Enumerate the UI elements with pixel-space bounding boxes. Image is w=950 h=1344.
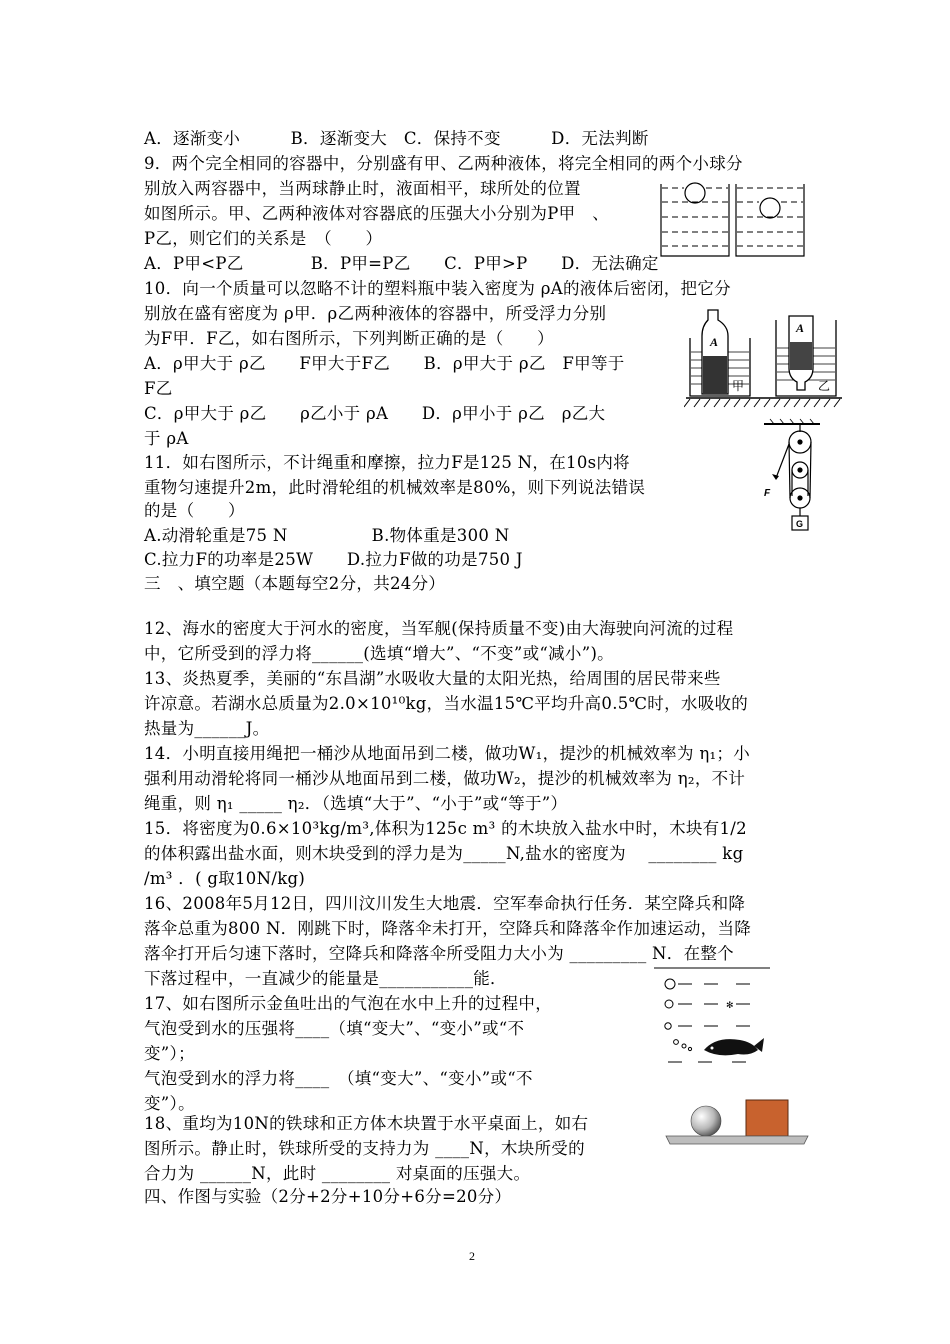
q9-line-4: P乙，则它们的关系是 （ ） <box>144 229 383 248</box>
q12-line-1: 12、海水的密度大于河水的密度，当军舰(保持质量不变)由大海驶向河流的过程 <box>144 619 734 638</box>
q11-line-2: 重物匀速提升2m，此时滑轮组的机械效率是80%，则下列说法错误 <box>144 478 646 497</box>
q10-line-6: C．ρ甲大于 ρ乙 ρ乙小于 ρA D．ρ甲小于 ρ乙 ρ乙大 <box>144 404 606 423</box>
q14-line-2: 强利用动滑轮将同一桶沙从地面吊到二楼，做功W₂，提沙的机械效率为 η₂，不计 <box>144 769 746 788</box>
q17-line-2: 气泡受到水的压强将____（填“变大”、“变小”或“不 <box>144 1019 525 1038</box>
q17-line-1: 17、如右图所示金鱼吐出的气泡在水中上升的过程中， <box>144 994 552 1013</box>
q13-line-3: 热量为______J。 <box>144 719 270 738</box>
q17-goldfish-bubbles-figure <box>654 966 772 1078</box>
q13-line-1: 13、炎热夏季，美丽的“东昌湖”水吸收大量的太阳光热，给周围的居民带来些 <box>144 669 721 688</box>
q17-line-4: 气泡受到水的浮力将____ （填“变大”、“变小”或“不 <box>144 1069 533 1088</box>
q10-line-5: F乙 <box>144 379 173 398</box>
q16-line-4: 下落过程中，一直减少的能量是___________能． <box>144 969 507 988</box>
q9-line-3: 如图所示。甲、乙两种液体对容器底的压强大小分别为P甲 、 <box>144 204 610 223</box>
section-3-heading: 三 、填空题（本题每空2分，共24分） <box>144 574 446 593</box>
q13-line-2: 许凉意。若湖水总质量为2.0×10¹⁰kg，当水温15℃平均升高0.5℃时，水吸收的 <box>144 694 749 713</box>
q11-pulley-figure <box>758 418 824 538</box>
q11-line-5: C.拉力F的功率是25W D.拉力F做的功是750 J <box>144 550 523 569</box>
q12-line-2: 中，它所受到的浮力将______(选填“增大”、“不变”或“减小”)。 <box>144 644 614 663</box>
q10-bottles-figure <box>684 308 844 412</box>
q10-line-1: 10．向一个质量可以忽略不计的塑料瓶中装入密度为 ρA的液体后密闭，把它分 <box>144 279 731 298</box>
q11-line-4: A.动滑轮重是75 N B.物体重是300 N <box>144 526 510 545</box>
q18-ball-block-figure <box>664 1090 810 1146</box>
q8-options: A．逐渐变小 B．逐渐变大 C．保持不变 D．无法判断 <box>144 129 649 148</box>
page-number: 2 <box>469 1249 475 1263</box>
q10-line-3: 为F甲．F乙，如右图所示，下列判断正确的是（ ） <box>144 329 554 348</box>
q11-label-f: F <box>764 488 771 499</box>
q10-label-yi: 乙 <box>818 379 831 393</box>
svg-text:✻: ✻ <box>726 1001 734 1011</box>
q16-line-2: 落伞总重为800 N．刚跳下时，降落伞未打开，空降兵和降落伞作加速运动，当降 <box>144 919 752 938</box>
q15-line-3: /m³ ．( g取10N/kg) <box>144 869 306 888</box>
q18-line-2: 图所示。静止时，铁球所受的支持力为 ____N，木块所受的 <box>144 1139 585 1158</box>
q16-line-3: 落伞打开后匀速下落时，空降兵和降落伞所受阻力大小为 _________ N．在整个 <box>144 944 734 963</box>
q14-line-1: 14．小明直接用绳把一桶沙从地面吊到二楼，做功W₁，提沙的机械效率为 η₁；小 <box>144 744 751 763</box>
q11-line-3: 的是（ ） <box>144 501 245 520</box>
q18-line-3: 合力为 ______N，此时 ________ 对桌面的压强大。 <box>144 1164 531 1183</box>
q15-line-1: 15．将密度为0.6×10³kg/m³,体积为125c m³ 的木块放入盐水中时，木块有1/2 <box>144 819 747 838</box>
q9-line-1: 9．两个完全相同的容器中，分别盛有甲、乙两种液体，将完全相同的两个小球分 <box>144 154 743 173</box>
q9-containers-figure <box>658 180 810 260</box>
q15-line-2: 的体积露出盐水面，则木块受到的浮力是为_____N,盐水的密度为 ________ kg <box>144 844 744 863</box>
q9-line-5: A．P甲<P乙 B．P甲=P乙 C．P甲>P D．无法确定 <box>144 254 659 273</box>
q17-line-3: 变”）； <box>144 1044 195 1063</box>
q10-label-a-left: A <box>710 335 719 349</box>
q10-label-a-right: A <box>796 321 805 335</box>
q18-line-1: 18、重均为10N的铁球和正方体木块置于水平桌面上，如右 <box>144 1114 589 1133</box>
q10-line-2: 别放在盛有密度为 ρ甲．ρ乙两种液体的容器中，所受浮力分别 <box>144 304 607 323</box>
q11-line-1: 11．如右图所示，不计绳重和摩擦，拉力F是125 N，在10s内将 <box>144 453 630 472</box>
q10-line-7: 于 ρA <box>144 429 189 448</box>
q14-line-3: 绳重，则 η₁ _____ η₂．（选填“大于”、“小于”或“等于”） <box>144 794 568 813</box>
q17-line-5: 变”）。 <box>144 1094 195 1113</box>
section-4-heading: 四、作图与实验（2分+2分+10分+6分=20分） <box>144 1187 512 1206</box>
q9-line-2: 别放入两容器中，当两球静止时，液面相平，球所处的位置 <box>144 179 581 198</box>
q10-line-4: A．ρ甲大于 ρ乙 F甲大于F乙 B．ρ甲大于 ρ乙 F甲等于 <box>144 354 625 373</box>
q11-label-g: G <box>796 519 804 529</box>
q16-line-1: 16、2008年5月12日，四川汶川发生大地震．空军奉命执行任务．某空降兵和降 <box>144 894 746 913</box>
q10-label-jia: 甲 <box>732 379 745 393</box>
